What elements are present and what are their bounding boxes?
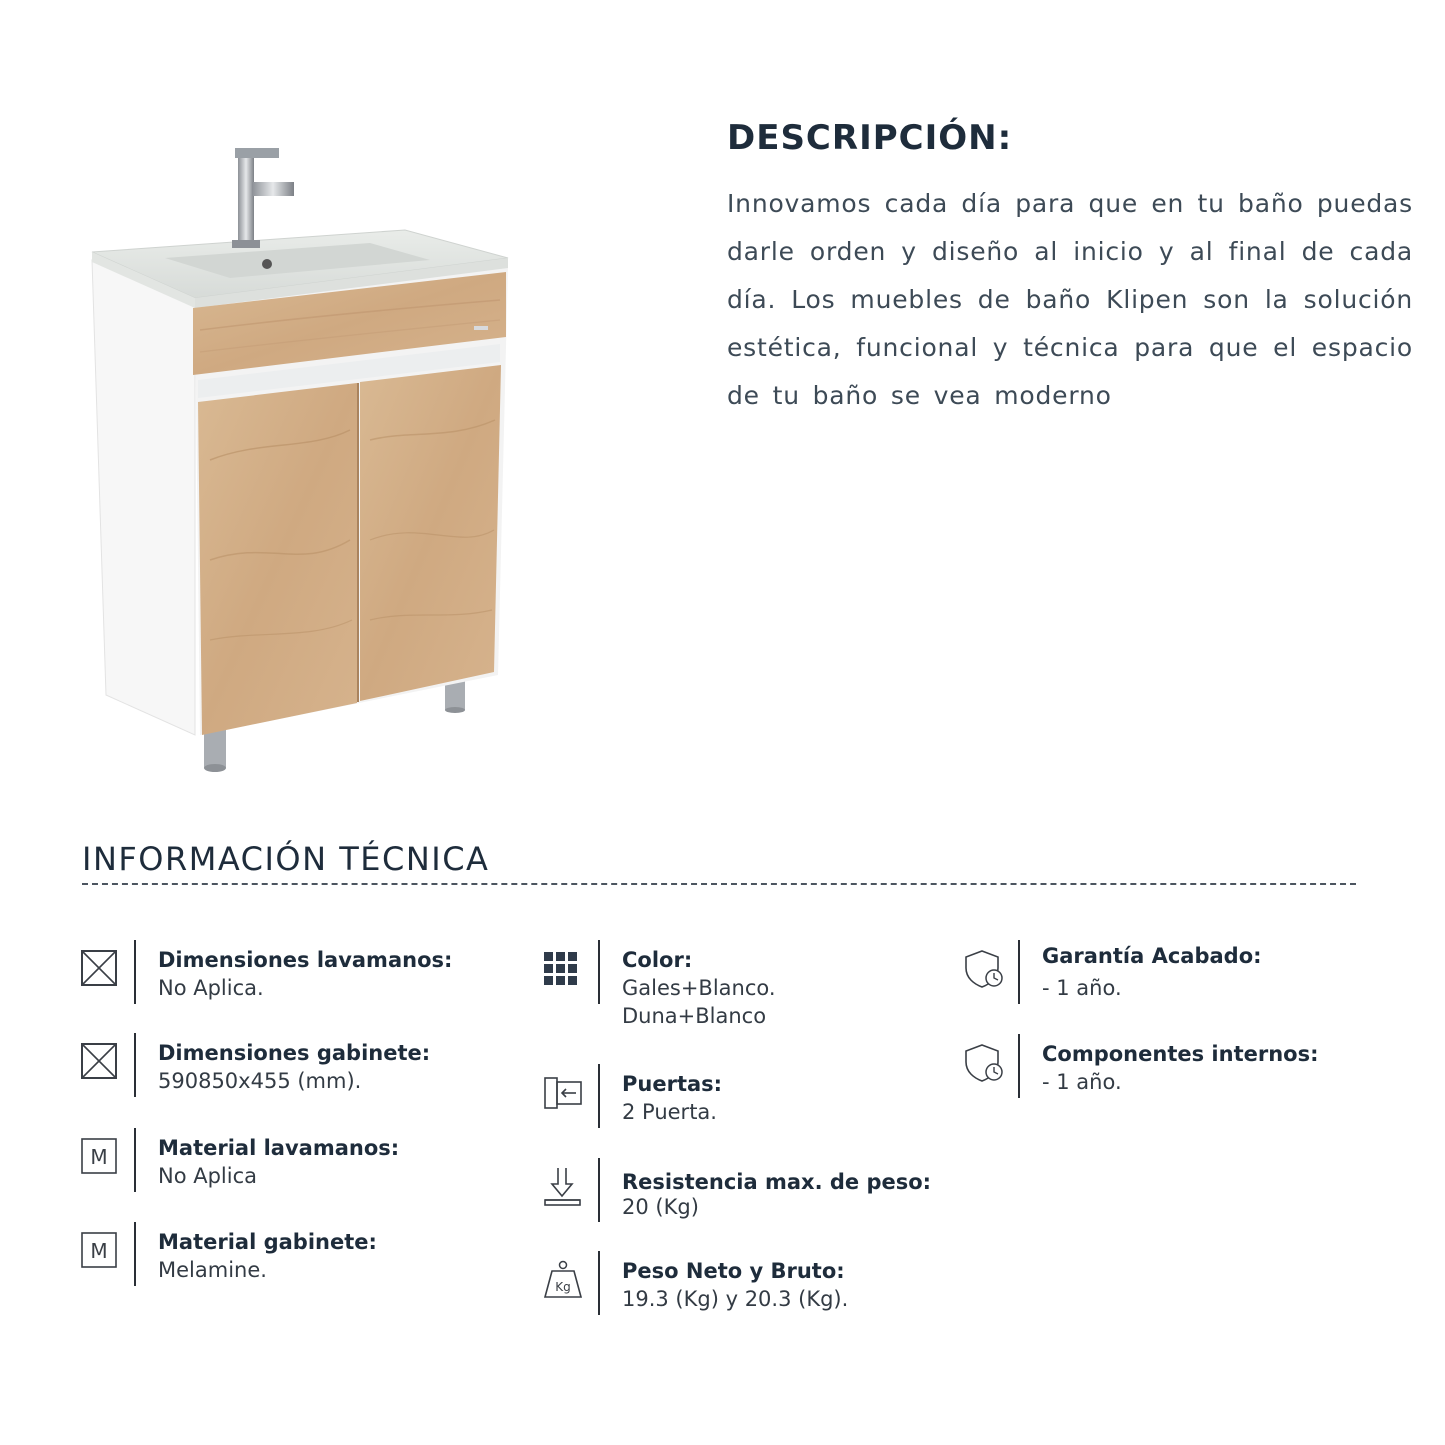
spec-separator bbox=[1018, 1034, 1020, 1098]
product-image bbox=[80, 140, 520, 780]
spec-separator bbox=[598, 1064, 600, 1128]
spec-label: Resistencia max. de peso: bbox=[622, 1170, 932, 1194]
spec-value: Melamine. bbox=[158, 1258, 267, 1282]
spec-label: Garantía Acabado: bbox=[1042, 944, 1262, 968]
spec-value: - 1 año. bbox=[1042, 976, 1122, 1000]
color-grid-icon bbox=[544, 948, 584, 988]
vanity-cabinet-illustration bbox=[80, 140, 520, 780]
spec-value: 590850x455 (mm). bbox=[158, 1069, 362, 1093]
spec-label: Peso Neto y Bruto: bbox=[622, 1259, 845, 1283]
spec-label: Dimensiones lavamanos: bbox=[158, 948, 453, 972]
spec-label: Puertas: bbox=[622, 1072, 723, 1096]
spec-separator bbox=[1018, 940, 1020, 1004]
weight-load-icon bbox=[544, 1166, 584, 1206]
spec-value: 2 Puerta. bbox=[622, 1100, 717, 1124]
spec-value: 19.3 (Kg) y 20.3 (Kg). bbox=[622, 1287, 849, 1311]
spec-label: Material gabinete: bbox=[158, 1230, 377, 1254]
spec-value-2: Duna+Blanco bbox=[622, 1004, 767, 1028]
spec-value: No Aplica. bbox=[158, 976, 264, 1000]
spec-separator bbox=[598, 940, 600, 1004]
material-icon-text: M bbox=[90, 1145, 108, 1169]
material-icon bbox=[80, 1136, 120, 1176]
warranty-shield-icon bbox=[964, 1042, 1004, 1082]
description-body: Innovamos cada día para que en tu baño puedas darle orden y diseño al inicio y al final de cada día. Los muebles de baño Klipen son la solución estética, funcional y técnica para que el espacio de tu baño se vea moderno bbox=[727, 189, 1413, 410]
door-icon bbox=[544, 1072, 584, 1112]
dimensions-icon bbox=[80, 1041, 120, 1081]
spec-label: Componentes internos: bbox=[1042, 1042, 1319, 1066]
material-icon bbox=[80, 1230, 120, 1270]
spec-separator bbox=[134, 1128, 136, 1192]
spec-value: Gales+Blanco. bbox=[622, 976, 776, 1000]
spec-label: Color: bbox=[622, 948, 693, 972]
spec-separator bbox=[134, 1033, 136, 1097]
weight-kg-icon-text: Kg bbox=[555, 1280, 571, 1294]
spec-separator bbox=[134, 1222, 136, 1286]
spec-label: Material lavamanos: bbox=[158, 1136, 400, 1160]
dimensions-icon bbox=[80, 948, 120, 988]
spec-value: No Aplica bbox=[158, 1164, 258, 1188]
weight-kg-icon bbox=[544, 1259, 584, 1299]
description-section bbox=[727, 118, 1413, 420]
spec-separator bbox=[598, 1158, 600, 1222]
material-icon-text: M bbox=[90, 1239, 108, 1263]
warranty-shield-icon bbox=[964, 948, 1004, 988]
tech-info-title: INFORMACIÓN TÉCNICA bbox=[82, 840, 490, 878]
tech-info-divider bbox=[82, 883, 1356, 885]
description-title: DESCRIPCIÓN: bbox=[727, 118, 1013, 158]
spec-value: - 1 año. bbox=[1042, 1070, 1122, 1094]
spec-separator bbox=[134, 940, 136, 1004]
spec-value: 20 (Kg) bbox=[622, 1195, 699, 1219]
spec-label: Dimensiones gabinete: bbox=[158, 1041, 431, 1065]
spec-separator bbox=[598, 1251, 600, 1315]
